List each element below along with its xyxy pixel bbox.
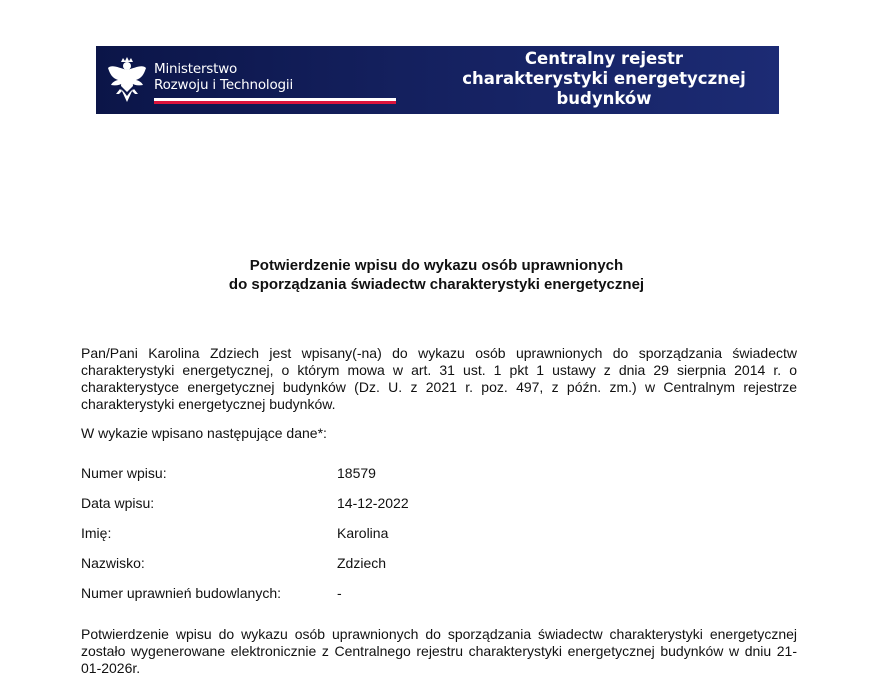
field-value: 18579 [337,465,376,481]
flag-stripe [154,98,396,104]
ministry-line-1: Ministerstwo [154,61,238,77]
field-label: Nazwisko: [81,555,145,571]
field-label: Numer wpisu: [81,465,167,481]
field-value: 14-12-2022 [337,495,409,511]
registry-line-3: budynków [556,89,652,108]
generation-paragraph: Potwierdzenie wpisu do wykazu osób uprawnionych do sporządzania świadectw charakterystyki energetycznej zostało wygenerowane elektronicznie z Centralnego rejestru charakterystyki energetycznej budynków w dniu 21-01-2026r. [81,626,797,676]
registry-line-2: charakterystyki energetycznej [462,69,746,88]
field-label: Imię: [81,525,112,541]
ministry-name [154,61,293,93]
confirmation-paragraph: Pan/Pani Karolina Zdziech jest wpisany(-na) do wykazu osób uprawnionych do sporządzania świadectw charakterystyki energetycznej, o którym mowa w art. 31 ust. 1 pkt 1 ustawy z dnia 29 sierpnia 2014 r. o charakterystyce energetycznej budynków (Dz. U. z 2021 r. poz. 497, z późn. zm.) w Centralnym rejestrze charakterystyki energetycznej budynków. [81,345,797,412]
title-line-1: Potwierdzenie wpisu do wykazu osób uprawnionych [249,257,624,274]
field-value: Karolina [337,525,389,541]
field-value: - [337,585,342,601]
field-label: Data wpisu: [81,495,155,511]
registry-title [452,49,756,109]
header-banner [96,46,779,114]
data-intro: W wykazie wpisano następujące dane*: [81,425,327,441]
polish-eagle-icon [106,56,148,104]
registry-line-1: Centralny rejestr [524,49,684,68]
document-title [0,256,873,294]
field-label: Numer uprawnień budowlanych: [81,585,281,601]
ministry-line-2: Rozwoju i Technologii [154,77,293,93]
field-value: Zdziech [337,555,387,571]
title-line-2: do sporządzania świadectw charakterystyki energetycznej [228,276,645,293]
